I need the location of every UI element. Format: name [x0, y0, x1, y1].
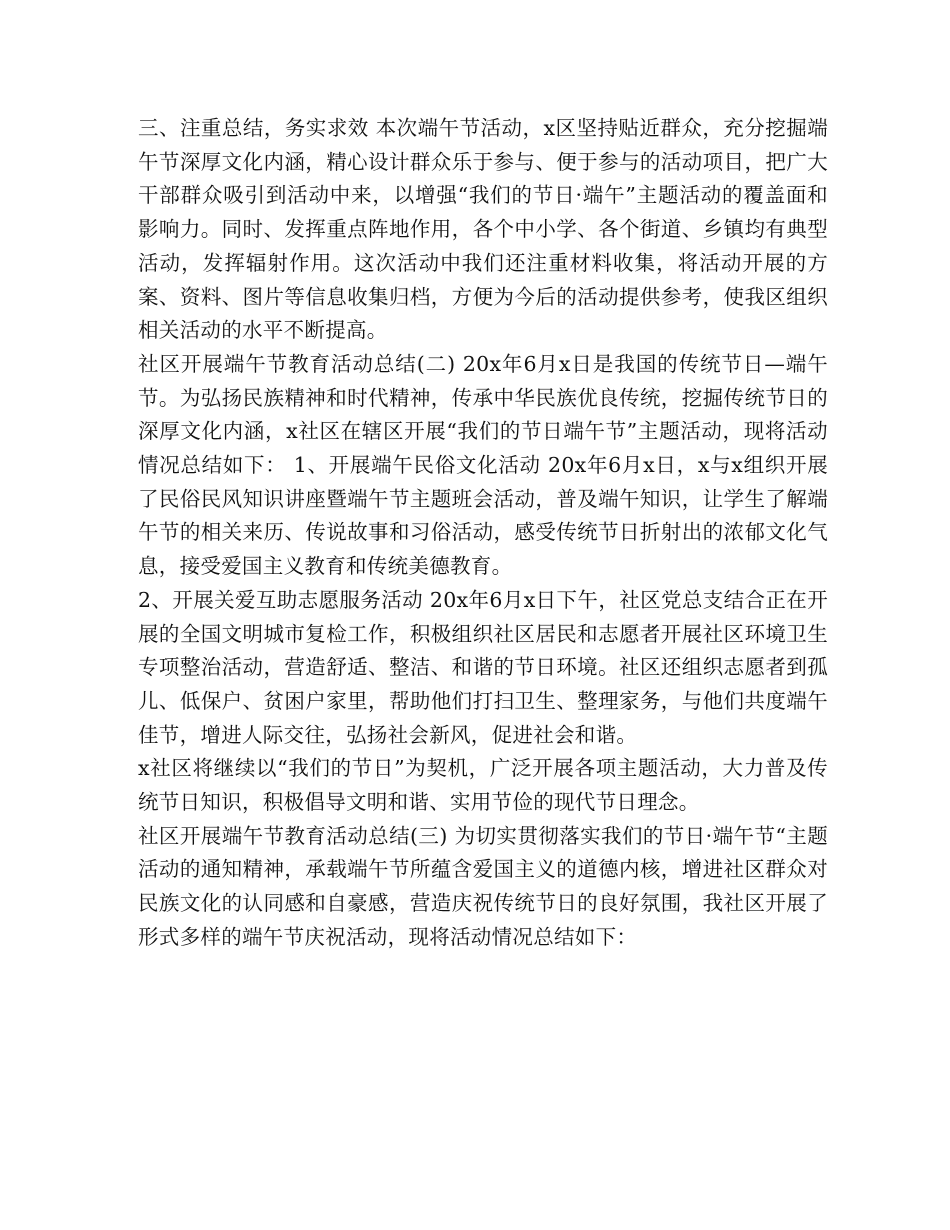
document-page	[138, 112, 828, 955]
paragraph-volunteer-service: 2、开展关爱互助志愿服务活动 20x年6月x日下午，社区党总支结合正在开展的全国文明城市复检工作，积极组织社区居民和志愿者开展社区环境卫生专项整治活动，营造舒适、整洁、和谐的节日环境。社区还组织志愿者到孤儿、低保户、贫困户家里，帮助他们打扫卫生、整理家务，与他们共度端午佳节，增进人际交往，弘扬社会新风，促进社会和谐。	[138, 587, 828, 747]
paragraph-continue-activities: x社区将继续以“我们的节日”为契机，广泛开展各项主题活动，大力普及传统节日知识，积极倡导文明和谐、实用节俭的现代节日理念。	[138, 756, 828, 815]
paragraph-summary-two: 社区开展端午节教育活动总结(二) 20x年6月x日是我国的传统节日—端午节。为弘扬民族精神和时代精神，传承中华民族优良传统，挖掘传统节日的深厚文化内涵，x社区在辖区开展“我们的节日端午节”主题活动，现将活动情况总结如下： 1、开展端午民俗文化活动 20x年6月x日，x与x组织开展了民俗民风知识讲座暨端午节主题班会活动，普及端午知识，让学生了解端午节的相关来历、传说故事和习俗活动，感受传统节日折射出的浓郁文化气息，接受爱国主义教育和传统美德教育。	[138, 351, 828, 579]
paragraph-summary-three: 三、注重总结，务实求效 本次端午节活动，x区坚持贴近群众，充分挖掘端午节深厚文化内涵，精心设计群众乐于参与、便于参与的活动项目，把广大干部群众吸引到活动中来，以增强“我们的节日·端午”主题活动的覆盖面和影响力。同时、发挥重点阵地作用，各个中小学、各个街道、乡镇均有典型活动，发挥辐射作用。这次活动中我们还注重材料收集，将活动开展的方案、资料、图片等信息收集归档，方便为今后的活动提供参考，使我区组织相关活动的水平不断提高。	[138, 116, 828, 343]
paragraph-summary-three-intro: 社区开展端午节教育活动总结(三) 为切实贯彻落实我们的节日·端午节“主题活动的通知精神，承载端午节所蕴含爱国主义的道德内核，增进社区群众对民族文化的认同感和自豪感，营造庆祝传统节日的良好氛围，我社区开展了形式多样的端午节庆祝活动，现将活动情况总结如下：	[138, 823, 828, 949]
